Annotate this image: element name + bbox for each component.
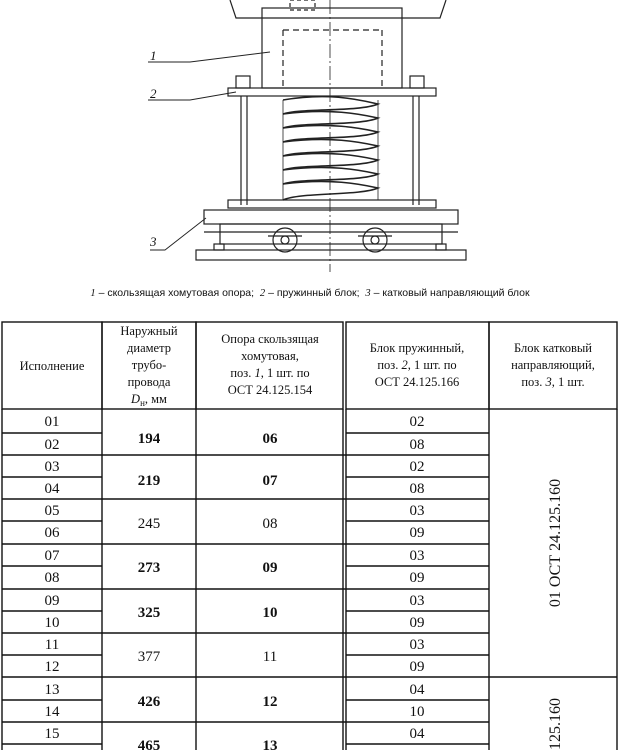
header-part: 1 xyxy=(254,366,261,380)
header-symbol: D xyxy=(131,392,141,406)
header-text: Наружный xyxy=(120,324,178,338)
header-text xyxy=(521,375,584,389)
clamp-support-cell: 09 xyxy=(262,560,278,576)
spring-coil xyxy=(283,97,378,200)
roller-block-value: 125.160 xyxy=(547,698,564,750)
clamp-support-cell: 08 xyxy=(262,516,278,532)
header-text: ОСТ 24.125.154 xyxy=(227,383,313,397)
figure-caption xyxy=(0,287,620,299)
header-part: , 1 шт. по xyxy=(407,358,457,372)
spring-block-cell: 09 xyxy=(409,659,425,675)
spring-block-cell: 03 xyxy=(409,593,425,609)
diameter-cell: 325 xyxy=(137,605,161,621)
clamp-support-cell: 13 xyxy=(262,738,278,750)
execution-cell: 15 xyxy=(44,726,60,742)
header-text: провода xyxy=(127,375,171,389)
execution-cell: 14 xyxy=(44,704,60,720)
header-text xyxy=(377,358,456,372)
label-1: 1 xyxy=(150,48,157,63)
header-part: поз. xyxy=(230,366,255,380)
header-part: поз. xyxy=(377,358,402,372)
execution-cell: 13 xyxy=(44,682,60,698)
header-part: 3 xyxy=(545,375,552,389)
clamp-support-cell: 10 xyxy=(262,605,278,621)
header-text xyxy=(130,392,167,408)
header-part: поз. xyxy=(521,375,546,389)
roller-block-frame xyxy=(204,210,458,224)
execution-cell: 07 xyxy=(44,548,60,564)
caption-num: 2 xyxy=(259,288,266,299)
header-text: Блок катковый xyxy=(514,341,592,355)
roller-block-value: 01 ОСТ 24.125.160 xyxy=(547,478,564,608)
header-diameter xyxy=(120,324,177,408)
header-text: ОСТ 24.125.166 xyxy=(374,375,460,389)
bottom-base xyxy=(196,250,466,260)
label-2: 2 xyxy=(150,86,157,101)
spring-block-cell: 03 xyxy=(409,503,425,519)
diameter-cell: 245 xyxy=(137,516,161,532)
diameter-cell: 219 xyxy=(137,473,161,489)
execution-cell: 09 xyxy=(44,593,60,609)
header-text: Опора скользящая xyxy=(221,332,319,346)
header-subscript: н xyxy=(140,398,145,408)
header-clamp-support xyxy=(221,332,319,397)
spring-block-cell: 09 xyxy=(409,525,425,541)
leader-3 xyxy=(150,218,206,250)
execution-cell: 10 xyxy=(44,615,60,631)
caption-num: 3 xyxy=(365,288,371,299)
specification-table xyxy=(0,320,620,750)
diameter-cell: 194 xyxy=(137,431,161,447)
spring-block-cell: 09 xyxy=(409,570,425,586)
spring-block-cell: 02 xyxy=(409,459,425,475)
leader-2 xyxy=(148,92,236,100)
header-text xyxy=(230,366,309,380)
header-part: , 1 шт. xyxy=(551,375,585,389)
caption-text: – пружинный блок; xyxy=(268,287,360,299)
diameter-cell: 426 xyxy=(137,694,161,710)
header-part: , 1 шт. по xyxy=(260,366,310,380)
header-execution: Исполнение xyxy=(19,359,85,373)
execution-cell: 11 xyxy=(44,637,60,653)
execution-cell: 12 xyxy=(44,659,60,675)
spring-block-cell: 03 xyxy=(409,548,425,564)
header-text: трубо- xyxy=(131,358,167,372)
header-text: диаметр xyxy=(127,341,171,355)
header-part: 2 xyxy=(401,358,408,372)
execution-cell: 03 xyxy=(44,459,60,475)
spring-block-cell: 04 xyxy=(409,682,425,698)
header-spring-block xyxy=(370,341,464,389)
execution-cell: 08 xyxy=(44,570,60,586)
header-roller-block xyxy=(511,341,595,389)
execution-cell: 04 xyxy=(44,481,60,497)
top-plate xyxy=(228,88,436,96)
leader-1 xyxy=(148,52,270,62)
execution-cell: 02 xyxy=(44,437,60,453)
spring-base-plate xyxy=(228,200,436,208)
caption-text: – скользящая хомутовая опора; xyxy=(98,287,255,299)
spring-block-cell: 08 xyxy=(409,437,425,453)
header-text: направляющий, xyxy=(511,358,595,372)
spring-block-cell: 09 xyxy=(409,615,425,631)
header-text: хомутовая, xyxy=(241,349,299,363)
spring-block-cell: 08 xyxy=(409,481,425,497)
execution-cell: 06 xyxy=(44,525,60,541)
header-text: Блок пружинный, xyxy=(369,341,465,355)
spring-block-cell: 04 xyxy=(409,726,425,742)
header-unit: , мм xyxy=(144,392,167,406)
clamp-support-cell: 06 xyxy=(262,431,278,447)
diameter-cell: 273 xyxy=(137,560,161,576)
support-assembly-drawing xyxy=(0,0,620,285)
caption-num: 1 xyxy=(90,288,96,299)
spring-block-cell: 02 xyxy=(409,414,425,430)
diameter-cell: 465 xyxy=(137,738,161,750)
clamp-support-cell: 11 xyxy=(262,649,278,665)
clamp-support-cell: 12 xyxy=(262,694,278,710)
clamp-support-cell: 07 xyxy=(262,473,278,489)
spring-block-cell: 03 xyxy=(409,637,425,653)
spring-block-cell: 10 xyxy=(409,704,425,720)
execution-cell: 01 xyxy=(44,414,60,430)
label-3: 3 xyxy=(150,234,157,249)
caption-text: – катковый направляющий блок xyxy=(373,287,530,299)
execution-cell: 05 xyxy=(44,503,60,519)
diameter-cell: 377 xyxy=(137,649,161,665)
